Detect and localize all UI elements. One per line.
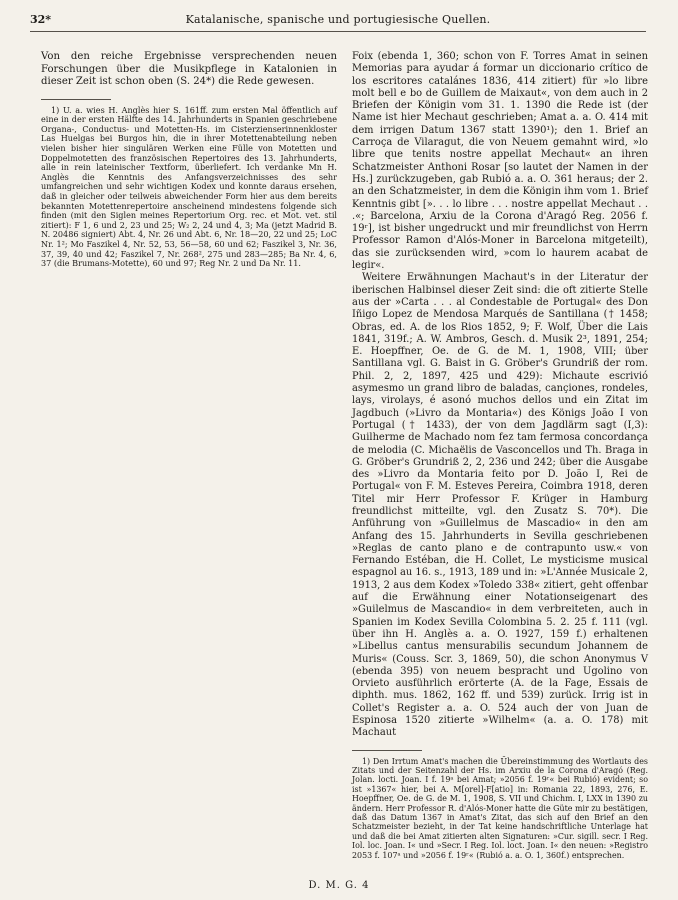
footnote: 1) U. a. wies H. Anglès hier S. 161ff. zum ersten Mal öffentlich auf eine in der ersten Hälfte des 14. Jahrhunderts in Spanien geschriebene Organa-, Conductus- und Motetten-Hs. im Cisterzienserinnenkloster Las Huelgas bei Burgos hin, die in ihrer Motettenabteilung neben vielen bisher hier singulären Werken eine Fülle von Motetten und Doppelmotetten des französischen Repertoires des 13. Jahrhunderts, alle in rein lateinischer Textform, überliefert. Ich verdanke Mn H. Anglès die Kenntnis des Anfangsverzeichnisses des sehr umfangreichen und sehr wichtigen Kodex und konnte daraus ersehen, daß in gleicher oder teilweis abweichender Form hier aus dem bereits bekannten Motettenrepertoire anscheinend mindestens folgende sich finden (mit den Siglen meines Repertorium Org. rec. et Mot. vet. stil zitiert): F 1, 6 und 2, 23 und 25; W₂ 2, 24 und 4, 3; Ma (jetzt Madrid B. N. 20486 signiert) Abt. 4, Nr. 26 und Abt. 6, Nr. 18—20, 22 und 25; LoC Nr. 1²; Mo Faszikel 4, Nr. 52, 53, 56—58, 60 und 62; Faszikel 3, Nr. 36, 37, 39, 40 und 42; Faszikel 7, Nr. 268², 275 und 283—285; Ba Nr. 4, 6, 37 (die Brumans-Motette), 60 und 97; Reg Nr. 2 und Da Nr. 11.	[41, 104, 337, 269]
body-paragraph: Weitere Erwähnungen Machaut's in der Literatur der iberischen Halbinsel dieser Zeit sind: die oft zitierte Stelle aus der »Carta . . . al Condestable de Portugal« des Don Iñigo Lopez de Mendosa Marqués de Santillana († 1458; Obras, ed. A. de los Rios 1852, 9; F. Wolf, Über die Lais 1841, 319f.; A. W. Ambros, Gesch. d. Musik 2³, 1891, 254; E. Hoepffner, Oe. de G. de M. 1, 1908, VIII; über Santillana vgl. G. Baist in G. Gröber's Grundriß der rom. Phil. 2, 2, 1897, 425 und 429): Michaute escrivió asymesmo un grand libro de baladas, cançiones, rondeles, lays, virolays, é asonó muchos dellos und ein Zitat im Jagdbuch (»Livro da Montaria«) des Königs João I von Portugal († 1433), der von dem Jagdlärm sagt (I,3): Guilherme de Machado nom fez tam fermosa concordança de melodia (C. Michaëlis de Vasconcellos und Th. Braga in G. Gröber's Grundriß 2, 2, 236 und 242; über die Ausgabe des »Livro da Montaria feito por D. João I, Rei de Portugal« von F. M. Esteves Pereira, Coimbra 1918, deren Titel mir Herr Professor F. Krüger in Hamburg freundlichst mitteilte, vgl. den Zusatz S. 70*). Die Anführung von »Guillelmus de Mascadio« in den am Anfang des 15. Jahrhunderts in Sevilla geschriebenen »Reglas de canto plano e de contrapunto usw.« von Fernando Estéban, die H. Collet, Le mysticisme musical espagnol au 16. s., 1913, 189 und in: »L'Année Musicale 2, 1913, 2 aus dem Kodex »Toledo 338« zitiert, geht offenbar auf die Erwähnung einer Notationseigenart des »Guilelmus de Mascandio« in dem verbreiteten, auch in Spanien im Kodex Sevilla Colombina 5. 2. 25 f. 111 (vgl. über ihn H. Anglès a. a. O. 1927, 159 f.) erhaltenen »Libellus cantus mensurabilis secundum Johannem de Muris« (Couss. Scr. 3, 1869, 50), die schon Anonymus V (ebenda 395) von neuem bespracht und Ugolino von Orvieto ausführlich erörterte (A. de la Fage, Essais de diphth. mus. 1862, 162 ff. und 539) zurück. Irrig ist in Collet's Register a. a. O. 524 auch der von Juan de Espinosa 1520 zitierte »Wilhelm« (a. a. O. 178) mit Machaut	[352, 272, 648, 739]
page-header	[30, 13, 646, 31]
footnote-rule	[41, 99, 111, 100]
body-paragraph: Foix (ebenda 1, 360; schon von F. Torres Amat in seinen Memorias para ayudar á formar un diccionario crítico de los escritores catalánes 1836, 414 zitiert) für »lo libre molt bell e bo de Guillem de Maixaut«, von dem auch in 2 Briefen der Königin vom 31. 1. 1390 die Rede ist (der Name ist hier Mechaut geschrieben; Amat a. a. O. 414 mit dem irrigen Datum 1367 statt 1390¹); den 1. Brief an Carroça de Vilaragut, die von Neuem gemahnt wird, »lo libre que tenits nostre appellat Mechaut« an ihren Schatzmeister Anthoni Rosar [so lautet der Namen in der Hs.] zurückzugeben, gab Rubió a. a. O. 361 heraus; der 2. an den Schatzmeister, in dem die Königin ihm vom 1. Brief Kenntnis gibt [». . . lo libre . . . nostre appellat Mechaut . . .«; Barcelona, Arxiu de la Corona d'Aragó Reg. 2056 f. 19ʳ], ist bisher ungedruckt und mir freundlichst von Herrn Professor Ramon d'Alós-Moner in Barcelona mitgeteilt), das sie zurücksenden wird, »com lo haurem acabat de legir«.	[352, 51, 648, 272]
body-paragraph: Von den reiche Ergebnisse versprechenden neuen Forschungen über die Musikpflege in Katalonien in dieser Zeit ist schon oben (S. 24*) die Rede gewesen.	[41, 51, 337, 88]
right-column	[352, 51, 648, 860]
header-rule	[30, 31, 646, 32]
signature-mark: D. M. G. 4	[308, 880, 370, 891]
page-number: 32*	[30, 13, 52, 26]
footnote-rule	[352, 750, 422, 751]
running-head: Katalanische, spanische und portugiesische Quellen.	[185, 13, 491, 26]
footnote: 1) Den Irrtum Amat's machen die Übereinstimmung des Wortlauts des Zitats und der Seitenzahl der Hs. im Arxiu de la Corona d'Aragó (Reg. Jolan. locti. Joan. I f. 19ᵃ bei Amat; »2056 f. 19ʳ« bei Rubió) evident; so ist »1367« hier, bei A. M[orel]-F[atio] in: Romania 22, 1893, 276, E. Hoepffner, Oe. de G. de M. 1, 1908, S. VII und Chichm. I, LXX in 1390 zu ändern. Herr Professor R. d'Alós-Moner hatte die Güte mir zu bestätigen, daß das Datum 1367 in Amat's Zitat, das sich auf den Brief an den Schatzmeister bezieht, in der Tat keine handschriftliche Unterlage hat und daß die bei Amat zitierten alten Signaturen: »Cur. sigill. secr. I Reg. Iol. loc. Joan. I« und »Secr. I Reg. Iol. loct. Joan. I« den neuen: »Registro 2053 f. 107ᵃ und »2056 f. 19ʳ« (Rubió a. a. O. 1, 360f.) entsprechen.	[352, 756, 648, 860]
left-column	[41, 51, 337, 269]
